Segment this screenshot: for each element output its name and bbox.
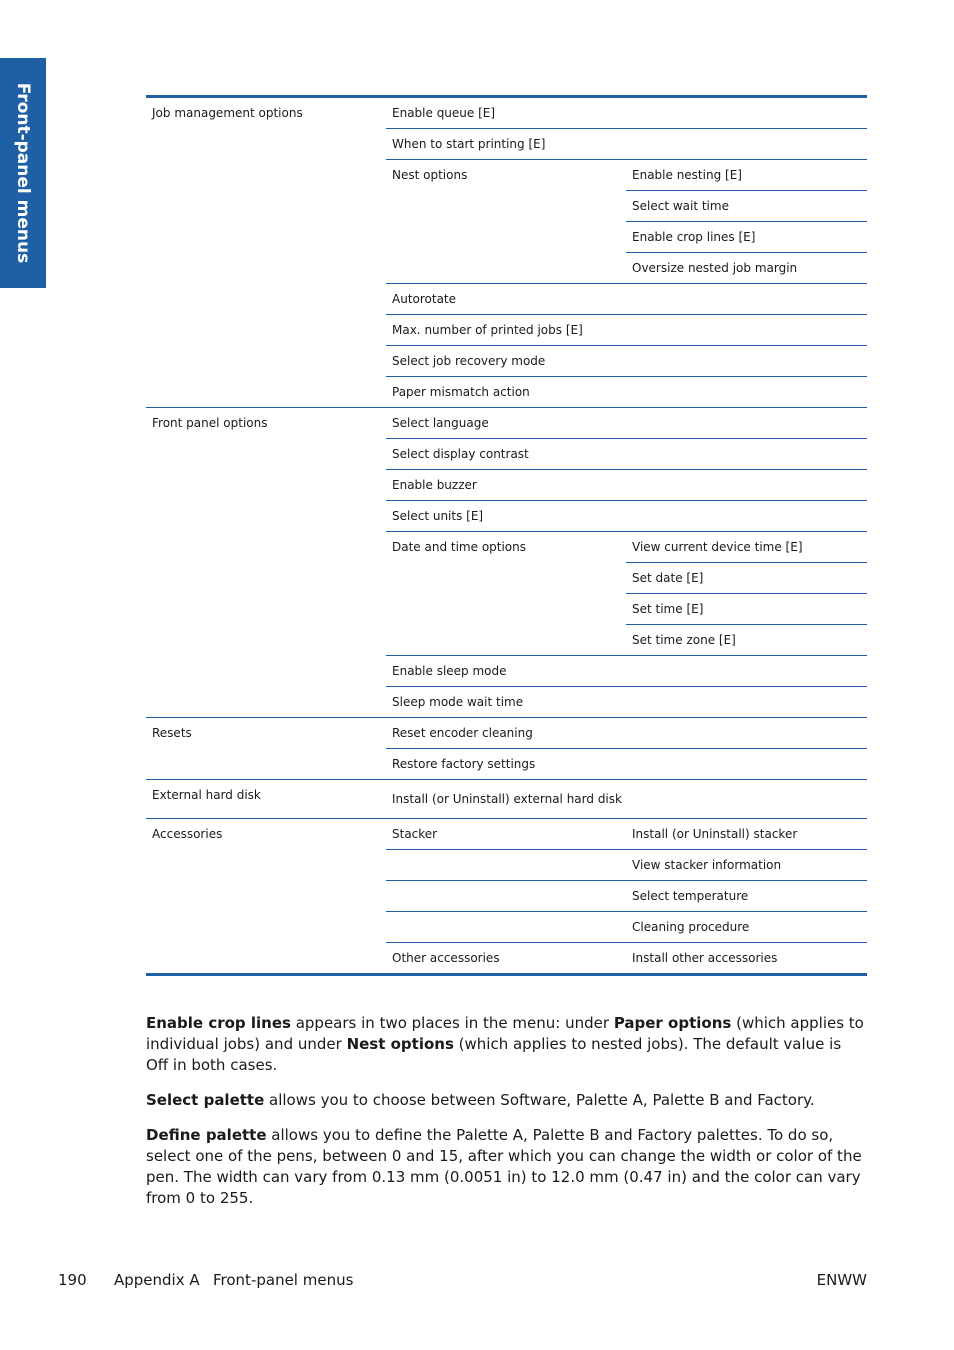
menu-subitem: Set time zone [E] bbox=[626, 625, 867, 656]
menu-item: Install (or Uninstall) external hard disk bbox=[386, 780, 626, 819]
note-text: allows you to define the Palette A, Palette B and Factory palettes. To do so, select one of the pens, between 0 and 15, after which you can change the width or color of the pen. The width can vary from 0.13 mm (0.0051 in) to 12.0 mm (0.47 in) and the color can vary from 0 to 255. bbox=[146, 1126, 862, 1207]
menu-item: Select job recovery mode bbox=[386, 346, 626, 377]
note-paragraph bbox=[146, 1013, 868, 1076]
side-tab bbox=[0, 58, 46, 288]
note-text: appears in two places in the menu: under bbox=[290, 1014, 614, 1032]
menu-category: Accessories bbox=[146, 819, 386, 975]
menu-item: Autorotate bbox=[386, 284, 626, 315]
note-text: (which applies to individual jobs) and under bbox=[146, 1014, 864, 1053]
menu-subitem: Oversize nested job margin bbox=[626, 253, 867, 284]
side-tab-label: Front-panel menus bbox=[13, 82, 33, 264]
footer-chapter: Appendix A bbox=[114, 1271, 200, 1289]
menu-table-body bbox=[146, 97, 867, 975]
note-text: allows you to choose between Software, Palette A, Palette B and Factory. bbox=[264, 1091, 815, 1109]
menu-item: Reset encoder cleaning bbox=[386, 718, 626, 749]
menu-subitem: Set time [E] bbox=[626, 594, 867, 625]
setting-name: Enable crop lines bbox=[146, 1014, 291, 1032]
menu-subitem: Enable crop lines [E] bbox=[626, 222, 867, 253]
menu-subitem bbox=[626, 687, 867, 718]
menu-item: Restore factory settings bbox=[386, 749, 626, 780]
menu-subitem bbox=[626, 439, 867, 470]
menu-subitem: Enable nesting [E] bbox=[626, 160, 867, 191]
menu-item: Stacker bbox=[386, 819, 626, 850]
menu-item: When to start printing [E] bbox=[386, 129, 626, 160]
menu-subitem: Install other accessories bbox=[626, 943, 867, 975]
menu-subitem bbox=[626, 718, 867, 749]
menu-item: Select units [E] bbox=[386, 501, 626, 532]
menu-subitem bbox=[626, 501, 867, 532]
menu-item bbox=[386, 881, 626, 912]
note-text: (which applies to nested jobs). The default value is Off in both cases. bbox=[146, 1035, 842, 1074]
menu-item: Enable sleep mode bbox=[386, 656, 626, 687]
menu-category: Resets bbox=[146, 718, 386, 780]
footer-section: Front-panel menus bbox=[213, 1271, 354, 1289]
table-row bbox=[146, 718, 867, 749]
menu-subitem bbox=[626, 346, 867, 377]
menu-item: Select language bbox=[386, 408, 626, 439]
menu-table bbox=[146, 95, 867, 976]
menu-subitem: Set date [E] bbox=[626, 563, 867, 594]
menu-item: Sleep mode wait time bbox=[386, 687, 626, 718]
menu-item: Other accessories bbox=[386, 943, 626, 975]
footer-enww: ENWW bbox=[816, 1271, 867, 1289]
menu-item bbox=[386, 912, 626, 943]
notes bbox=[146, 1013, 868, 1223]
setting-name: Nest options bbox=[346, 1035, 454, 1053]
note-paragraph bbox=[146, 1090, 868, 1111]
setting-name: Paper options bbox=[613, 1014, 732, 1032]
menu-subitem bbox=[626, 129, 867, 160]
page-number: 190 bbox=[58, 1271, 87, 1289]
menu-item bbox=[386, 850, 626, 881]
menu-item: Paper mismatch action bbox=[386, 377, 626, 408]
note-paragraph bbox=[146, 1125, 868, 1209]
menu-subitem bbox=[626, 97, 867, 129]
menu-subitem: Select wait time bbox=[626, 191, 867, 222]
menu-subitem: Select temperature bbox=[626, 881, 867, 912]
menu-item: Nest options bbox=[386, 160, 626, 284]
menu-subitem bbox=[626, 749, 867, 780]
setting-name: Define palette bbox=[146, 1126, 267, 1144]
table-row bbox=[146, 408, 867, 439]
menu-category: Front panel options bbox=[146, 408, 386, 718]
table-row bbox=[146, 780, 867, 819]
menu-subitem bbox=[626, 408, 867, 439]
page-footer bbox=[58, 1271, 867, 1293]
menu-item: Date and time options bbox=[386, 532, 626, 656]
table-row bbox=[146, 97, 867, 129]
menu-item: Select display contrast bbox=[386, 439, 626, 470]
menu-category: Job management options bbox=[152, 106, 303, 120]
menu-item: Enable buzzer bbox=[386, 470, 626, 501]
menu-subitem bbox=[626, 780, 867, 819]
menu-subitem: Install (or Uninstall) stacker bbox=[626, 819, 867, 850]
menu-item: Enable queue [E] bbox=[392, 106, 496, 120]
menu-subitem bbox=[626, 284, 867, 315]
menu-subitem bbox=[626, 315, 867, 346]
menu-subitem bbox=[626, 470, 867, 501]
menu-subitem: Cleaning procedure bbox=[626, 912, 867, 943]
table-row bbox=[146, 819, 867, 850]
menu-subitem bbox=[626, 377, 867, 408]
setting-name: Select palette bbox=[146, 1091, 265, 1109]
menu-subitem: View stacker information bbox=[626, 850, 867, 881]
menu-category: External hard disk bbox=[146, 780, 386, 819]
menu-item: Max. number of printed jobs [E] bbox=[386, 315, 626, 346]
menu-subitem bbox=[626, 656, 867, 687]
menu-subitem: View current device time [E] bbox=[626, 532, 867, 563]
